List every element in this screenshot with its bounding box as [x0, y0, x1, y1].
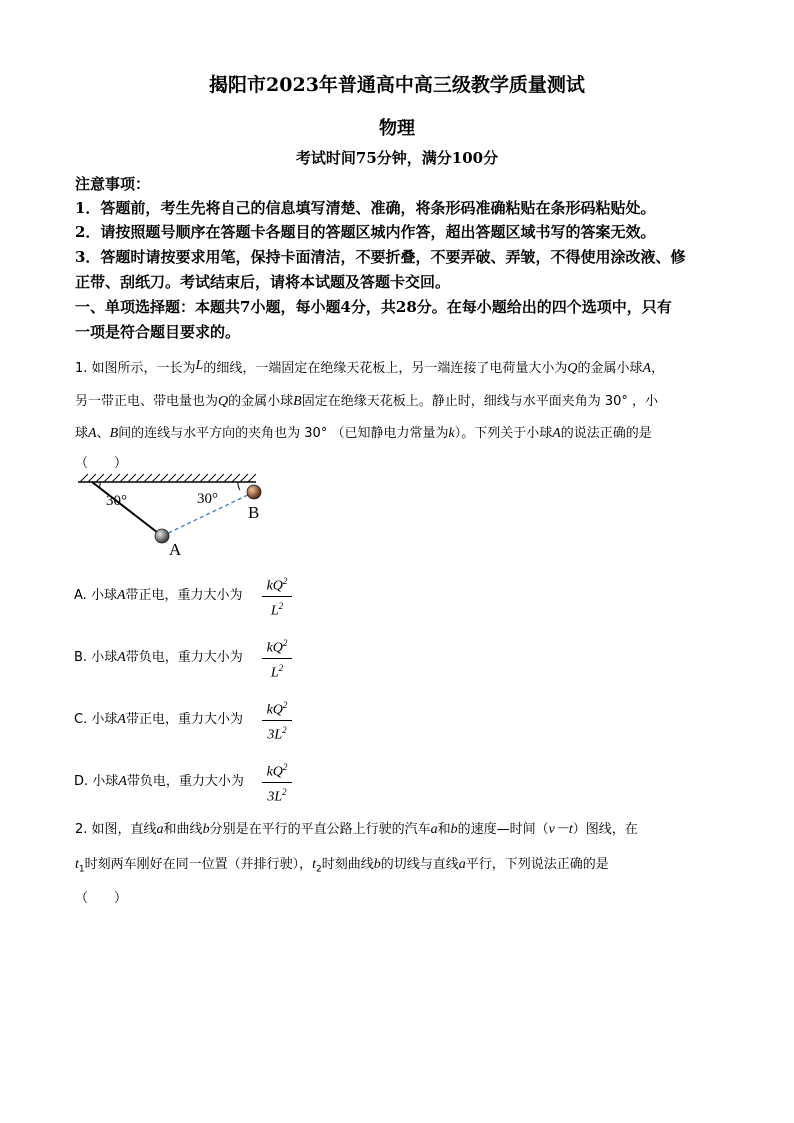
q2-line-1: 2. 如图，直线a和曲线b分别是在平行的平直公路上行驶的汽车a和b的速度—时间（v－t）图线，在: [75, 822, 638, 837]
option-d-fraction: $\frac{kQ^2}{3L^2}$: [262, 759, 292, 805]
q1-answer-paren: （ ）: [75, 456, 128, 471]
ceiling-hatching: [80, 474, 256, 482]
q1-line-1: 1. 如图所示，一长为L的细线，一端固定在绝缘天花板上，另一端连接了电荷量大小为Q的金属小球A，: [75, 358, 665, 376]
q2-answer-paren: （ ）: [75, 891, 128, 906]
exam-info: 考试时间75分钟，满分100分: [295, 149, 499, 167]
angle-arc-left: [99, 482, 100, 488]
note-item: 3．答题时请按要求用笔，保持卡面清洁，不要折叠，不要弄破、弄皱，不得使用涂改液、修: [75, 248, 686, 266]
q1-line-3: 球A、B间的连线与水平方向的夹角也为 30° （已知静电力常量为k）。下列关于小球A的说法正确的是: [75, 426, 652, 441]
angle-arc-right: [238, 482, 240, 490]
q1-figure: [70, 470, 290, 560]
option-a[interactable]: A. 小球A带正电，重力大小为: [74, 588, 243, 603]
option-b-fraction: $\frac{kQ^2}{L^2}$: [262, 635, 292, 681]
subject-title: 物理: [379, 118, 415, 139]
notes-heading: 注意事项：: [75, 175, 151, 193]
option-b[interactable]: B. 小球A带负电，重力大小为: [74, 650, 243, 665]
thread: [92, 482, 162, 536]
note-item: 1．答题前，考生先将自己的信息填写清楚、准确，将条形码准确粘贴在条形码粘贴处。: [75, 199, 656, 217]
option-a-fraction: $\frac{kQ^2}{L^2}$: [262, 573, 292, 619]
angle-label-right: 30°: [197, 491, 218, 507]
label-a: A: [169, 540, 182, 559]
option-c-fraction: $\frac{kQ^2}{3L^2}$: [262, 697, 292, 743]
note-item: 2．请按照题号顺序在答题卡各题目的答题区城内作答，超出答题区域书写的答案无效。: [75, 223, 656, 241]
exam-title: 揭阳市2023年普通高中高三级教学质量测试: [209, 74, 585, 96]
label-b: B: [248, 503, 260, 522]
ball-b: [247, 485, 261, 499]
note-item: 正带、刮纸刀。考试结束后，请将本试题及答题卡交回。: [75, 273, 451, 291]
q2-line-2: $t_1$时刻两车刚好在同一位置（并排行驶），$t_2$时刻曲线b的切线与直线a平行，下列说法正确的是: [75, 857, 609, 875]
section-heading: 一、单项选择题：本题共7小题，每小题4分，共28分。在每小题给出的四个选项中，只有: [75, 298, 672, 316]
section-heading-cont: 一项是符合题目要求的。: [75, 323, 241, 341]
option-c[interactable]: C. 小球A带正电，重力大小为: [74, 712, 243, 727]
angle-label-left: 30°: [106, 493, 127, 509]
option-d[interactable]: D. 小球A带负电，重力大小为: [74, 774, 244, 789]
ball-a: [155, 529, 169, 543]
q1-line-2: 另一带正电、带电量也为Q的金属小球B固定在绝缘天花板上。静止时，细线与水平面夹角为 30° ，小: [75, 394, 659, 409]
